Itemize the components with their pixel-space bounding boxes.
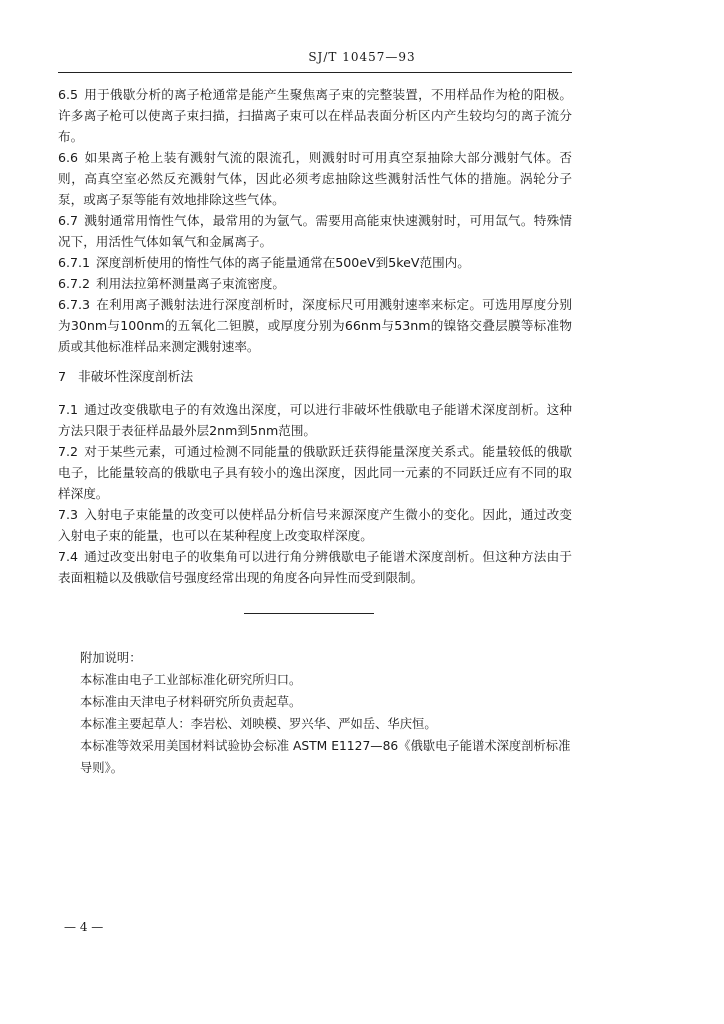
clause-text: 如果离子枪上装有溅射气流的限流孔，则溅射时可用真空泵抽除大部分溅射气体。否则，高真空室必然反充溅射气体，因此必须考虑抽除这些溅射活性气体的措施。涡轮分子泵，或离子泵等能有效地排除这些气体。 (58, 150, 572, 207)
clause-6-6 (58, 147, 572, 210)
clause-text: 深度剖析使用的惰性气体的离子能量通常在500eV到5keV范围内。 (96, 255, 470, 270)
page-number: — 4 — (64, 920, 104, 934)
section-7-heading (58, 367, 572, 388)
clause-7-1 (58, 399, 572, 441)
note-line: 本标准由天津电子材料研究所负责起草。 (80, 695, 302, 709)
clause-6-7-3 (58, 294, 572, 357)
note-line: 本标准等效采用美国材料试验协会标准 ASTM E1127—86《俄歇电子能谱术深度剖析标准导则》。 (80, 739, 571, 775)
clause-text: 利用法拉第杯测量离子束流密度。 (96, 276, 285, 291)
section-number: 7 (58, 370, 67, 385)
clause-number: 6.6 (58, 150, 79, 165)
clause-number: 7.1 (58, 402, 79, 417)
clause-text: 入射电子束能量的改变可以使样品分析信号来源深度产生微小的变化。因此，通过改变入射电子束的能量，也可以在某种程度上改变取样深度。 (58, 507, 572, 543)
clause-6-5 (58, 84, 572, 147)
clause-number: 6.7.2 (58, 276, 91, 291)
header-divider (58, 72, 572, 73)
clause-number: 7.4 (58, 549, 79, 564)
clause-text: 通过改变出射电子的收集角可以进行角分辨俄歇电子能谱术深度剖析。但这种方法由于表面粗糙以及俄歇信号强度经常出现的角度各向异性而受到限制。 (58, 549, 572, 585)
clause-text: 用于俄歇分析的离子枪通常是能产生聚焦离子束的完整装置，不用样品作为枪的阳极。许多离子枪可以使离子束扫描，扫描离子束可以在样品表面分析区内产生较均匀的离子流分布。 (58, 87, 572, 144)
section-title: 非破坏性深度剖析法 (78, 370, 194, 385)
clause-text: 通过改变俄歇电子的有效逸出深度，可以进行非破坏性俄歇电子能谱术深度剖析。这种方法只限于表征样品最外层2nm到5nm范围。 (58, 402, 572, 438)
document-body (58, 84, 572, 588)
clause-number: 7.2 (58, 444, 79, 459)
clause-text: 溅射通常用惰性气体，最常用的为氩气。需要用高能束快速溅射时，可用氙气。特殊情况下，用活性气体如氧气和金属离子。 (58, 213, 572, 249)
additional-notes (80, 647, 574, 779)
end-divider (244, 613, 374, 614)
document-code: SJ/T 10457—93 (308, 50, 416, 64)
clause-7-3 (58, 504, 572, 546)
clause-6-7-1 (58, 252, 572, 273)
clause-6-7 (58, 210, 572, 252)
note-line: 本标准由电子工业部标准化研究所归口。 (80, 673, 302, 687)
clause-text: 在利用离子溅射法进行深度剖析时，深度标尺可用溅射速率来标定。可选用厚度分别为30nm与100nm的五氧化二钽膜，或厚度分别为66nm与53nm的镍铬交叠层膜等标准物质或其他标准样品来测定溅射速率。 (58, 297, 572, 354)
clause-7-2 (58, 441, 572, 504)
clause-number: 7.3 (58, 507, 79, 522)
clause-7-4 (58, 546, 572, 588)
clause-number: 6.7.1 (58, 255, 91, 270)
clause-number: 6.7.3 (58, 297, 91, 312)
clause-6-7-2 (58, 273, 572, 294)
clause-number: 6.7 (58, 213, 79, 228)
note-line: 本标准主要起草人：李岩松、刘映模、罗兴华、严如岳、华庆恒。 (80, 717, 437, 731)
clause-number: 6.5 (58, 87, 79, 102)
clause-text: 对于某些元素，可通过检测不同能量的俄歇跃迁获得能量深度关系式。能量较低的俄歇电子，比能量较高的俄歇电子具有较小的逸出深度，因此同一元素的不同跃迁应有不同的取样深度。 (58, 444, 572, 501)
notes-title: 附加说明： (80, 651, 142, 665)
